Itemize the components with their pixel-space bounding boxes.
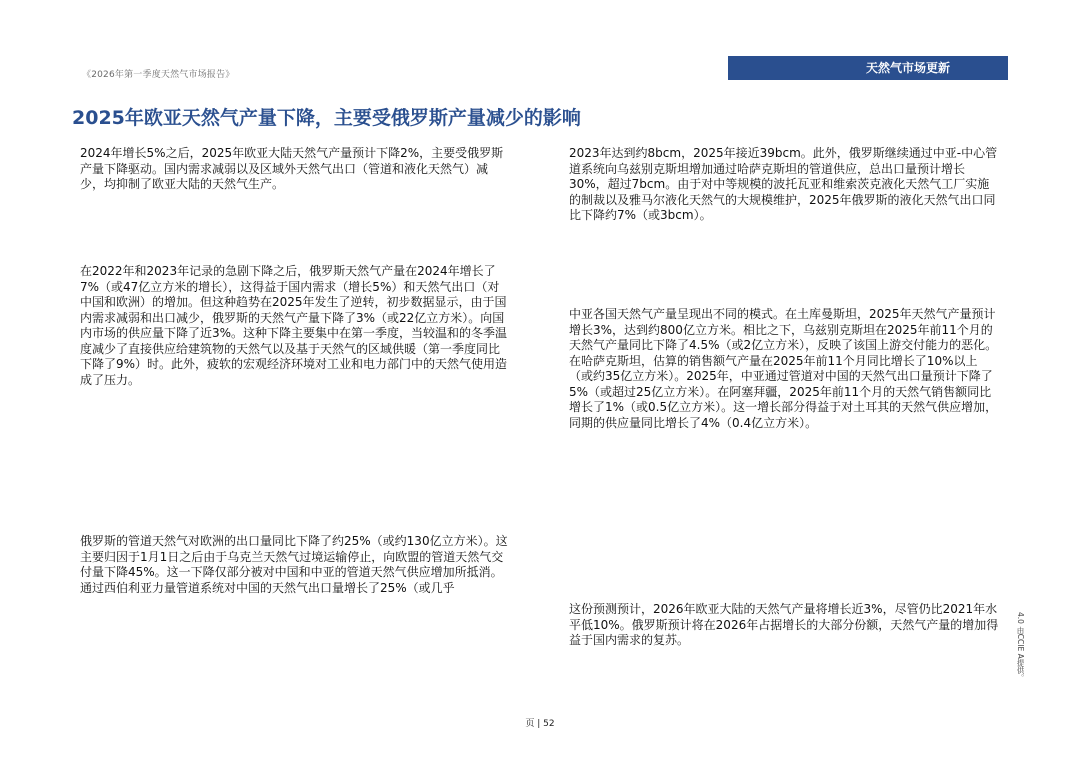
license-note: 4.0 由CCIE A提供。 — [1016, 612, 1025, 682]
page-number: 页 | 52 — [525, 719, 555, 729]
left-paragraph-3: 俄罗斯的管道天然气对欧洲的出口量同比下降了约25%（或约130亿立方米）。这主要归因于1月1日之后由于乌克兰天然气过境运输停止，向欧盟的管道天然气交付量下降45%。这一下降仅部分被对中国和中亚的管道天然气供应增加所抵消。通过西伯利亚力量管道系统对中国的天然气出口量增长了25%（或几乎 — [80, 534, 508, 595]
right-paragraph-2: 中亚各国天然气产量呈现出不同的模式。在土库曼斯坦，2025年天然气产量预计增长3%，达到约800亿立方米。相比之下，乌兹别克斯坦在2025年前11个月的天然气产量同比下降了4.5%（或2亿立方米），反映了该国上游交付能力的恶化。在哈萨克斯坦，估算的销售额气产量在2025年前11个月同比增长了10%以上（或约35亿立方米）。2025年，中亚通过管道对中国的天然气出口量预计下降了5%（或超过25亿立方米）。在阿塞拜疆，2025年前11个月的天然气销售额同比增长了1%（或0.5亿立方米）。这一增长部分得益于对土耳其的天然气供应增加，同期的供应量同比增长了4%（0.4亿立方米）。 — [569, 307, 998, 430]
right-paragraph-1: 2023年达到约8bcm，2025年接近39bcm。此外，俄罗斯继续通过中亚-中心管道系统向乌兹别克斯坦增加通过哈萨克斯坦的管道供应，总出口量预计增长30%，超过7bcm。由于对中等规模的波托瓦亚和维索茨克液化天然气工厂实施的制裁以及雅马尔液化天然气的大规模维护，2025年俄罗斯的液化天然气出口同比下降约7%（或3bcm）。 — [569, 146, 998, 222]
left-paragraph-2: 在2022年和2023年记录的急剧下降之后，俄罗斯天然气产量在2024年增长了7%（或47亿立方米的增长），这得益于国内需求（增长5%）和天然气出口（对中国和欧洲）的增加。但这种趋势在2025年发生了逆转，初步数据显示，由于国内需求减弱和出口减少，俄罗斯的天然气产量下降了3%（或22亿立方米）。向国内市场的供应量下降了近3%。这种下降主要集中在第一季度，当较温和的冬季温度减少了直接供应给建筑物的天然气以及基于天然气的区域供暖（第一季度同比下降了9%）时。此外，疲软的宏观经济环境对工业和电力部门中的天然气使用造成了压力。 — [80, 264, 508, 387]
report-title: 《2026年第一季度天然气市场报告》 — [82, 70, 235, 80]
page-title: 2025年欧亚天然气产量下降，主要受俄罗斯产量减少的影响 — [72, 107, 581, 129]
section-badge: 天然气市场更新 — [728, 56, 1008, 80]
left-paragraph-1: 2024年增长5%之后，2025年欧亚大陆天然气产量预计下降2%，主要受俄罗斯产量下降驱动。国内需求减弱以及区域外天然气出口（管道和液化天然气）减少，均抑制了欧亚大陆的天然气生产。 — [80, 146, 504, 191]
right-paragraph-3: 这份预测预计，2026年欧亚大陆的天然气产量将增长近3%，尽管仍比2021年水平低10%。俄罗斯预计将在2026年占据增长的大部分份额，天然气产量的增加得益于国内需求的复苏。 — [569, 602, 999, 647]
